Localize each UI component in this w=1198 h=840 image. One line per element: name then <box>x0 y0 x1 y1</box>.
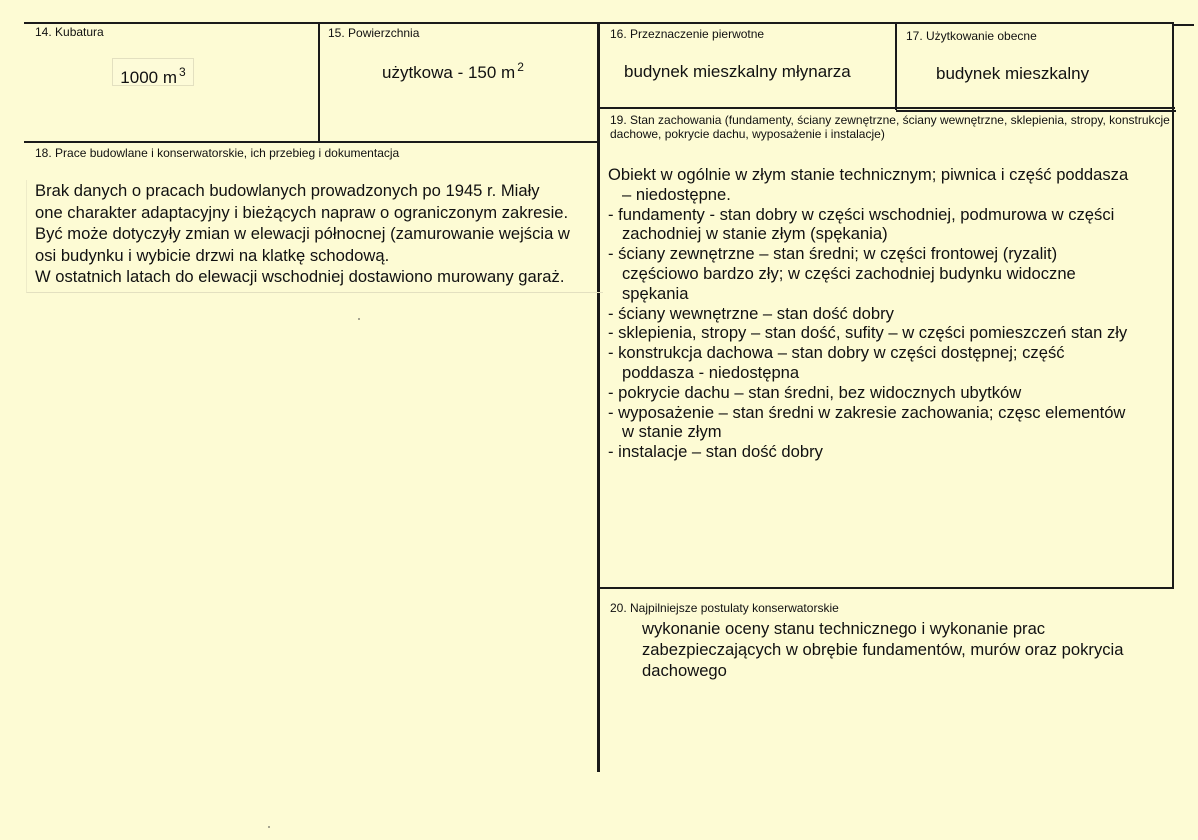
field-18-line: W ostatnich latach do elewacji wschodniej dostawiono murowany garaż. <box>35 267 565 286</box>
divider-18-top <box>24 141 599 143</box>
divider-left-right <box>597 22 600 772</box>
field-19-line: w stanie złym <box>622 422 722 442</box>
divider-19-top <box>599 107 1175 109</box>
field-19-line: poddasza - niedostępna <box>622 362 800 382</box>
field-15-unit-sup: 2 <box>517 60 524 74</box>
field-15-value <box>382 60 524 83</box>
divider-14-15 <box>318 22 320 142</box>
divider-20-top <box>599 587 1174 589</box>
field-14-label: 14. Kubatura <box>35 25 104 39</box>
field-15-label: 15. Powierzchnia <box>328 26 420 40</box>
field-19-line: - ściany zewnętrzne – stan średni; w części frontowej (ryzalit) <box>608 244 1058 264</box>
field-18-line: osi budynku i wybicie drzwi na klatkę schodową. <box>35 245 390 265</box>
speck <box>268 826 270 828</box>
right-border <box>1172 24 1174 589</box>
field-19-line: - ściany wewnętrzne – stan dość dobry <box>608 303 894 323</box>
field-19-label: 19. Stan zachowania (fundamenty, ściany zewnętrzne, ściany wewnętrzne, sklepienia, stropy, konstrukcje dachowe, pokrycie dachu, wyposażenie i instalacje) <box>610 113 1170 141</box>
field-19-line: zachodniej w stanie złym (spękania) <box>622 224 888 244</box>
divider-16-17 <box>895 24 897 110</box>
field-14-value-text: 1000 m <box>120 68 177 87</box>
field-18-line: Brak danych o pracach budowlanych prowadzonych po 1945 r. Miały <box>35 181 540 200</box>
field-16-value: budynek mieszkalny młynarza <box>624 62 851 81</box>
field-17-label: 17. Użytkowanie obecne <box>906 29 1037 43</box>
field-19-line: - konstrukcja dachowa – stan dobry w części dostępnej; część <box>608 343 1065 363</box>
field-14-value <box>112 58 194 86</box>
speck <box>358 318 360 320</box>
field-17-value: budynek mieszkalny <box>936 64 1090 83</box>
field-19-text <box>608 165 1168 462</box>
field-19-line: Obiekt w ogólnie w złym stanie technicznym; piwnica i część poddasza <box>608 165 1129 184</box>
field-18-line: one charakter adaptacyjny i bieżących napraw o ograniczonym zakresie. <box>35 202 569 222</box>
field-19-line: - fundamenty - stan dobry w części wschodniej, podmurowa w części <box>608 204 1115 224</box>
divider-17-right <box>896 110 1176 112</box>
field-15-value-text: użytkowa - 150 m <box>382 63 516 82</box>
field-19-line: - instalacje – stan dość dobry <box>608 442 823 462</box>
field-19-line: - wyposażenie – stan średni w zakresie zachowania; częsc elementów <box>608 402 1126 422</box>
field-20-label: 20. Najpilniejsze postulaty konserwatorskie <box>610 601 839 615</box>
top-border-right <box>1172 24 1194 26</box>
field-16-label: 16. Przeznaczenie pierwotne <box>610 27 765 41</box>
field-20-line: zabezpieczających w obrębie fundamentów, murów oraz pokrycia <box>642 640 1124 659</box>
field-18-line: Być może dotyczyły zmian w elewacji północnej (zamurowanie wejścia w <box>35 224 570 243</box>
field-18-label: 18. Prace budowlane i konserwatorskie, ich przebieg i dokumentacja <box>35 146 400 160</box>
field-20-line: wykonanie oceny stanu technicznego i wykonanie prac <box>642 619 1046 638</box>
field-18-text <box>26 180 603 293</box>
field-19-line: spękania <box>622 283 689 303</box>
field-19-line: - sklepienia, stropy – stan dość, sufity – w części pomieszczeń stan zły <box>608 323 1128 343</box>
field-20-line: dachowego <box>642 661 727 680</box>
field-19-line: – niedostępne. <box>622 184 731 204</box>
field-14-unit-sup: 3 <box>179 65 186 79</box>
field-19-line: - pokrycie dachu – stan średni, bez widocznych ubytków <box>608 382 1022 402</box>
field-19-line: częściowo bardzo zły; w części zachodniej budynku widoczne <box>622 263 1076 283</box>
field-20-text <box>642 618 1166 681</box>
